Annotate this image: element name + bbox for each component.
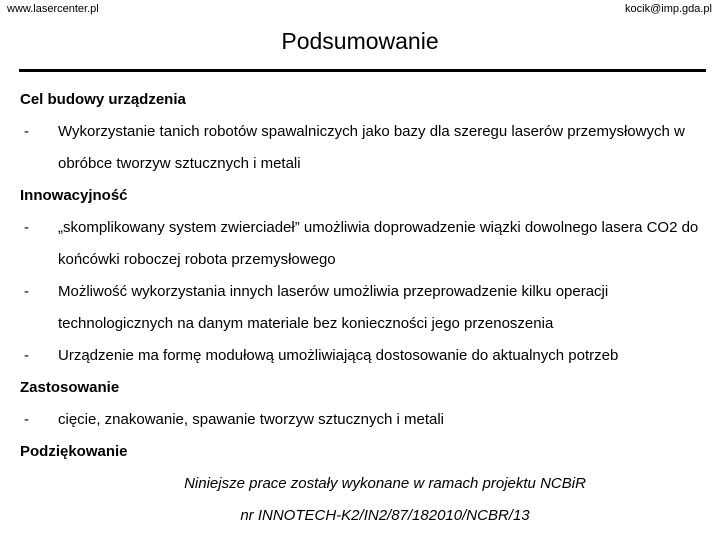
website-url: www.lasercenter.pl [7, 3, 99, 15]
list-item-text: cięcie, znakowanie, spawanie tworzyw sztucznych i metali [58, 411, 444, 428]
bullet-dash: - [24, 123, 29, 140]
section-heading-purpose: Cel budowy urządzenia [20, 91, 186, 108]
list-item [20, 116, 710, 180]
list-item-text: Możliwość wykorzystania innych laserów umożliwia przeprowadzenie kilku operacji technologicznych na danym materiale bez konieczności jego przenoszenia [58, 283, 609, 332]
list-item [20, 340, 710, 372]
list-item-text: Wykorzystanie tanich robotów spawalniczych jako bazy dla szeregu laserów przemysłowych w obróbce tworzyw sztucznych i metali [58, 123, 685, 172]
section-heading-application: Zastosowanie [20, 379, 120, 396]
section-heading-innovation: Innowacyjność [20, 187, 128, 204]
list-item [20, 276, 710, 340]
bullet-dash: - [24, 347, 29, 364]
page-title: Podsumowanie [281, 28, 439, 54]
list-item [20, 212, 710, 276]
acknowledgement-line-1: Niniejsze prace zostały wykonane w ramach projektu NCBiR [184, 475, 586, 492]
list-item-text: Urządzenie ma formę modułową umożliwiającą dostosowanie do aktualnych potrzeb [58, 347, 619, 364]
slide-content [20, 84, 710, 532]
acknowledgement-line-2: nr INNOTECH-K2/IN2/87/182010/NCBR/13 [240, 507, 530, 524]
contact-email: kocik@imp.gda.pl [625, 3, 712, 15]
title-divider [19, 69, 706, 72]
bullet-dash: - [24, 283, 29, 300]
list-item-text: „skomplikowany system zwierciadeł” umożliwia doprowadzenie wiązki dowolnego lasera CO2 do końcówki roboczej robota przemysłowego [58, 219, 699, 268]
bullet-dash: - [24, 219, 29, 236]
section-heading-acknowledgement: Podziękowanie [20, 443, 128, 460]
list-item [20, 404, 710, 436]
bullet-dash: - [24, 411, 29, 428]
